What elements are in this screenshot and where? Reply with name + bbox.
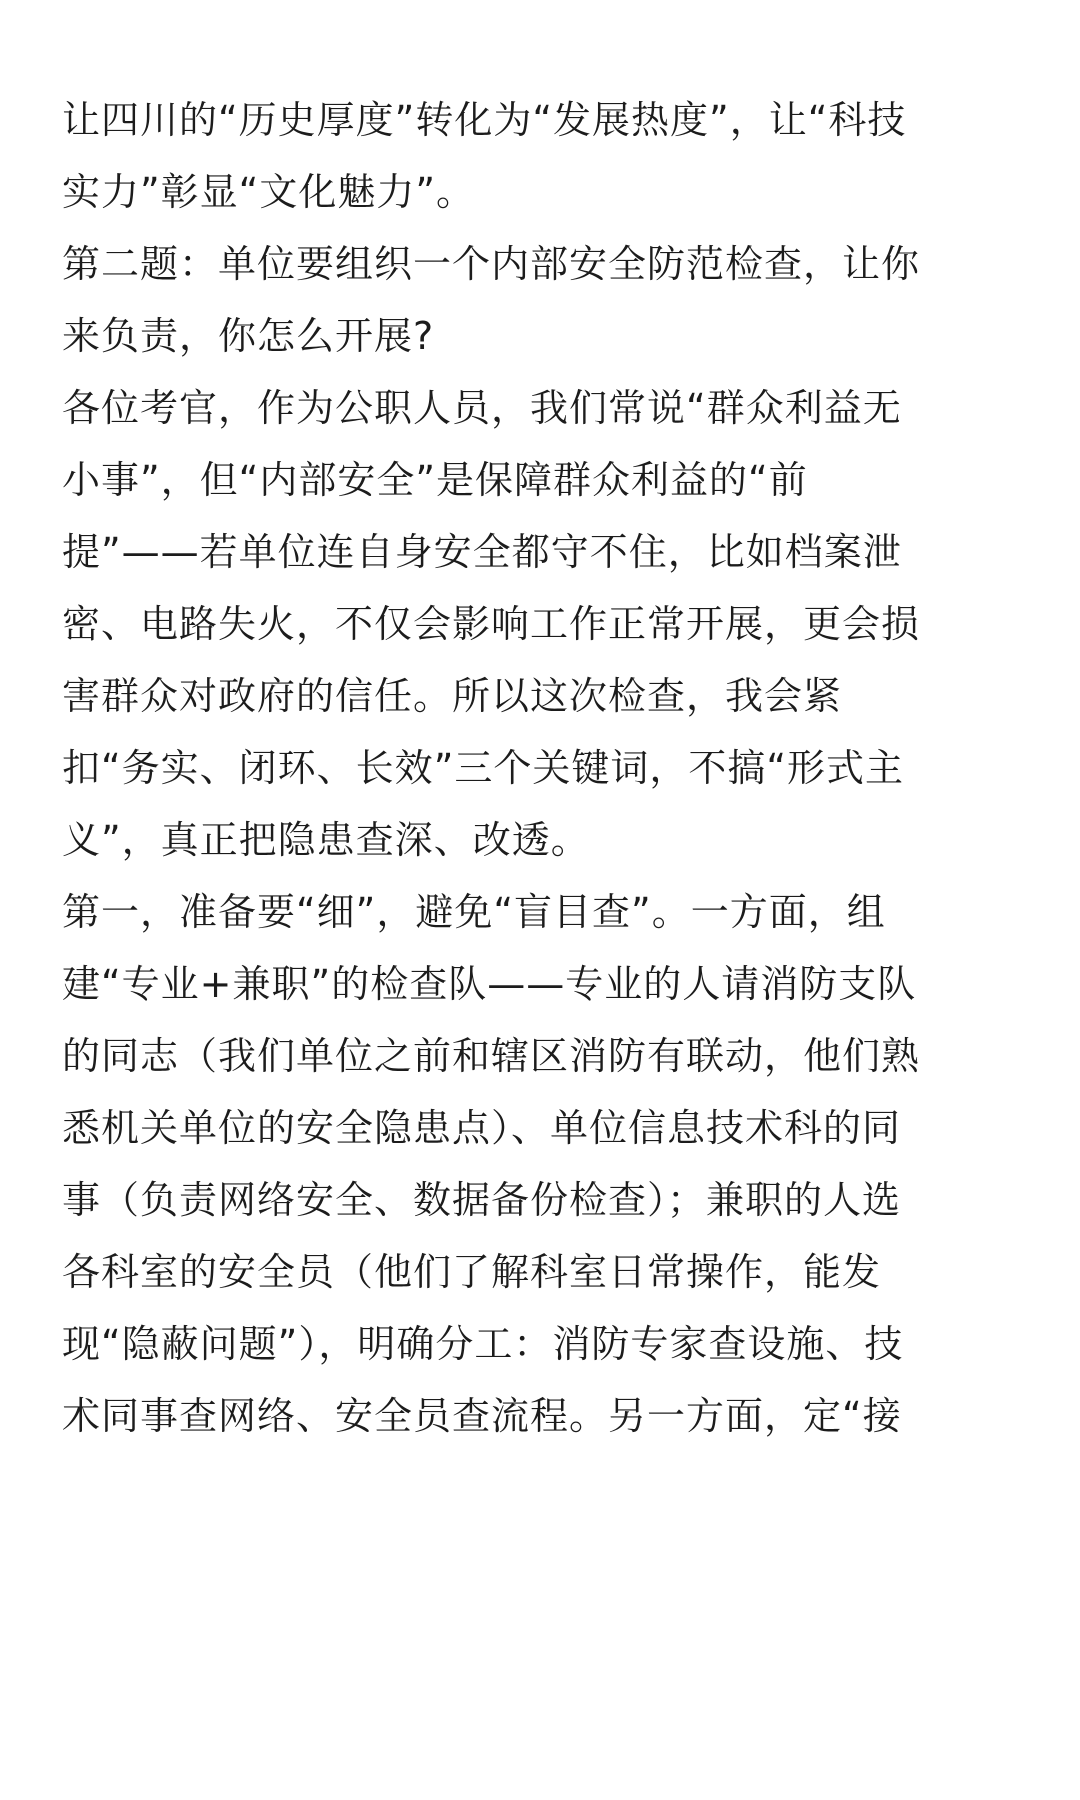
text-line: 扣“务实、闭环、长效”三个关键词，不搞“形式主	[62, 746, 905, 790]
text-line: 第二题：单位要组织一个内部安全防范检查，让你	[62, 242, 921, 286]
text-line: 事（负责网络安全、数据备份检查）；兼职的人选	[62, 1178, 902, 1222]
text-line: 害群众对政府的信任。所以这次检查，我会紧	[62, 674, 843, 718]
paragraph-intro-closing	[62, 84, 1022, 228]
text-line: 建“专业+兼职”的检查队——专业的人请消防支队	[62, 962, 917, 1006]
text-line: 来负责，你怎么开展?	[62, 314, 435, 358]
text-line: 实力”彰显“文化魅力”。	[62, 170, 476, 214]
text-line: 悉机关单位的安全隐患点）、单位信息技术科的同	[62, 1106, 902, 1150]
text-line: 义”，真正把隐患查深、改透。	[62, 818, 590, 862]
paragraph-answer-opening	[62, 372, 1022, 876]
text-line: 术同事查网络、安全员查流程。另一方面，定“接	[62, 1394, 902, 1438]
article-body	[62, 84, 1022, 1452]
text-line: 提”——若单位连自身安全都守不住，比如档案泄	[62, 530, 902, 574]
text-line: 小事”，但“内部安全”是保障群众利益的“前	[62, 458, 808, 502]
text-line: 让四川的“历史厚度”转化为“发展热度”，让“科技	[62, 98, 907, 142]
paragraph-question-heading	[62, 228, 1022, 372]
text-line: 的同志（我们单位之前和辖区消防有联动，他们熟	[62, 1034, 921, 1078]
paragraph-first-point	[62, 876, 1022, 1452]
text-line: 第一，准备要“细”，避免“盲目查”。一方面，组	[62, 890, 886, 934]
text-line: 现“隐蔽问题”），明确分工：消防专家查设施、技	[62, 1322, 904, 1366]
text-line: 各科室的安全员（他们了解科室日常操作，能发	[62, 1250, 882, 1294]
text-line: 密、电路失火，不仅会影响工作正常开展，更会损	[62, 602, 921, 646]
text-line: 各位考官，作为公职人员，我们常说“群众利益无	[62, 386, 902, 430]
